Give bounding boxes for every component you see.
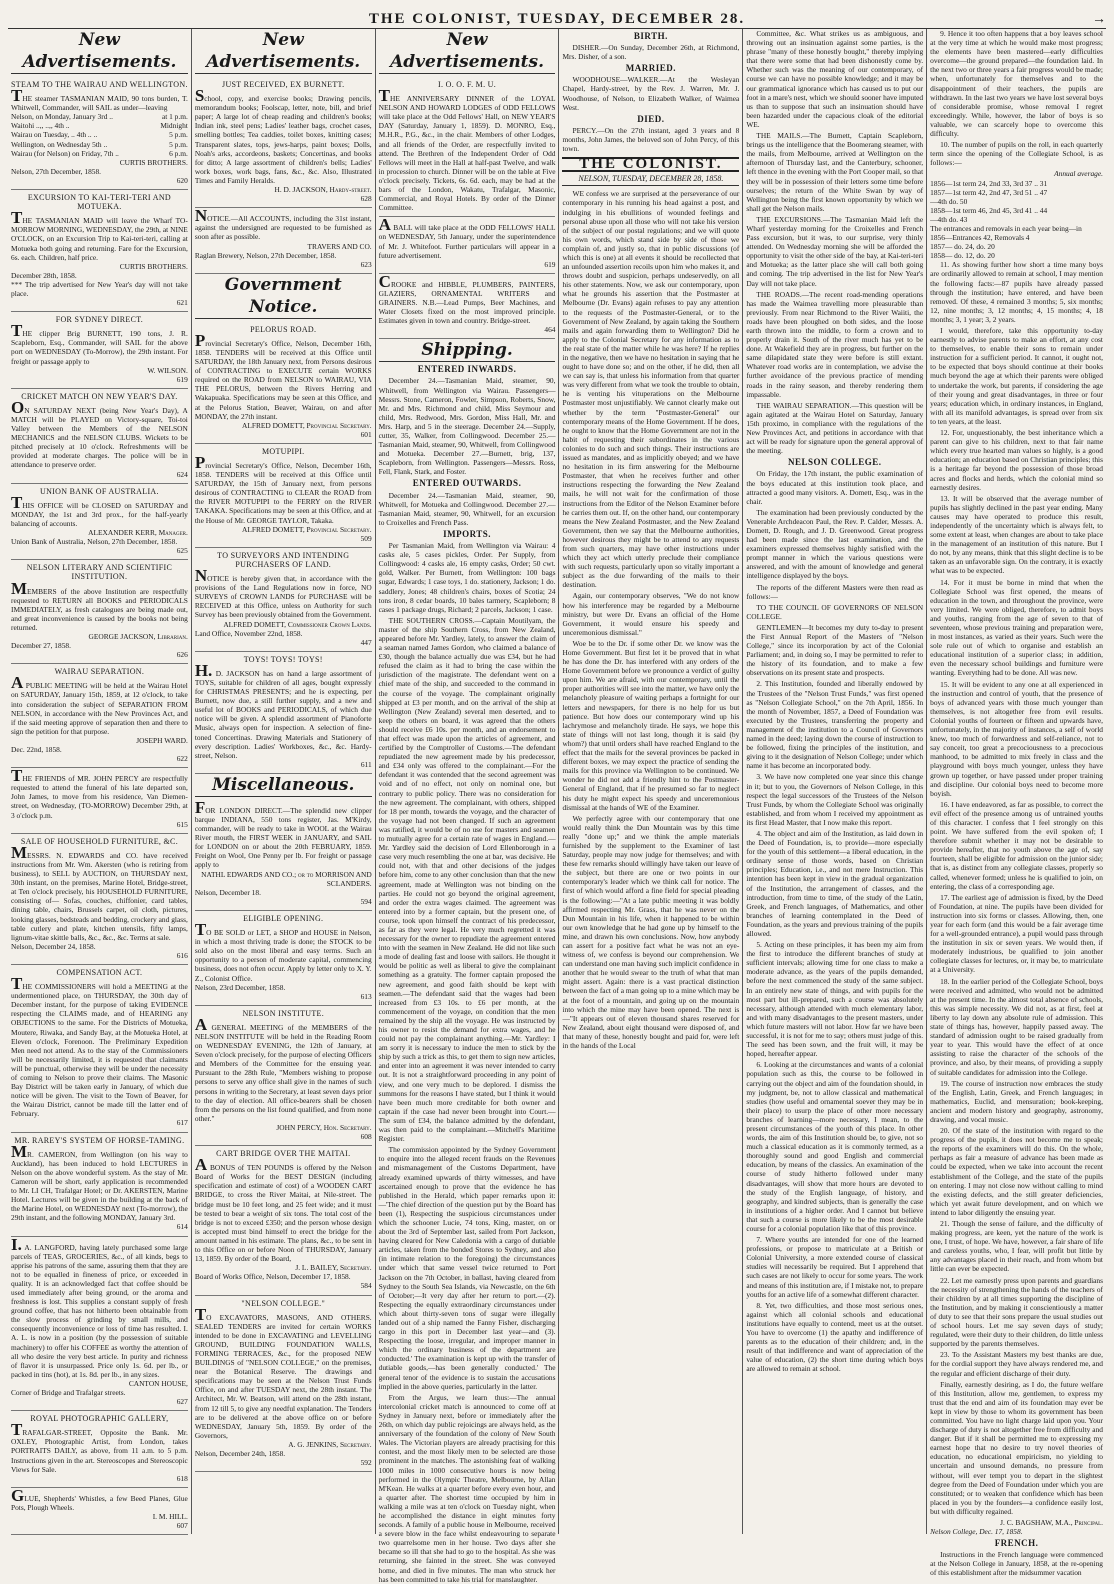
leader-continued [746, 29, 923, 455]
paragraph: THE MAILS.—The Burnett, Captain Scapleborn, brings us the intelligence that the Boomerang steamer, with the mails, from Melbourne, arrived at Wellington on the afternoon of Thursday last, and the Canterbury, schooner, left thence in the evening with the Port Cooper mail, so that they will be in possession of their letters some time before ourselves; the return of the White Swan by way of Wellington being the first known opportunity by which we shall get the Nelson mails. [746, 131, 924, 213]
dateline: NELSON, TUESDAY, DECEMBER 28, 1858. [562, 174, 739, 186]
stats-row: 1856—Entrances 42, Removals 4 [930, 233, 1030, 243]
ad-heading: PELORUS ROAD. [250, 324, 317, 334]
ad-number: 464 [544, 325, 556, 335]
schedule-row [11, 112, 188, 121]
ad-signature: W. WILSON. [147, 365, 188, 375]
report-paragraphs [930, 29, 1103, 167]
paragraph: 11. As showing further how short a time many boys are ordinarily allowed to remain at school, I may mention the following facts:—87 pupils have already passed through the institution; have entered, and have been removed. Of these, 4 remained 3 months; 5, six months; 12, nine months; 3, 12 months; 4, 15 months; 4, 18 months; 3, 1 year; 3, 2 years. [930, 260, 1103, 324]
ad-heading: STEAM TO THE WAIRAU AND WELLINGTON. [11, 80, 188, 89]
schedule-row [11, 121, 188, 130]
stats-row: 1857—1st term 42, 2nd 47, 3rd 51 .. 47 [930, 187, 1048, 197]
news-story: THE SOUTHERN CROSS.—Captain Moutilyam, the master of the ship Southern Cross, from New Zealand, appeared before Mr. Yardley, lately, to answer the claim of a seaman named James Gordon, who claimed a balance of £30, though the balance actually due was £34, but he had refused the claim as it had to bring the case within the jurisdiction of the magistrate. The defendant went on a chief mate of the ship, and succeeded to the command in the course of the voyage. The complainant originally shipped at £3 per month, and on the arrival of the ship at Wellington (New Zealand) several men deserted, and to keep the others on board, it was agreed that the others should receive £6 10s. per month, and an endorsement to that effect was made upon the articles of agreement, and certified by the Comptroller of Customs.—The defendant repudiated the new agreement made by his predecessor, and £34 only was offered to the complainant.—For the defendant it was contended that the second agreement was void and of no effect, not only on nominal one, but contrary to public policy. There was no consideration for the new agreement. The complainant, with others, shipped for 18 per month, towards the voyage, and the character of the voyage had not been changed. If such an agreement was ratified, it would be of no use for masters and seamen to mutually agree for a certain rate of wages in England.—Mr. Yardley said the decision of Lord Ellenborough in a case very much resembling the one at bar, was decisive. He could not, with that and other decisions of the judges before him, come to any other conclusion than that the new agreement, made at Wellington was not binding on the parties. He could not go beyond the original agreement, and order the extra wages claimed. The agreement was entered into by a former captain, but the present one, of course, took upon himself the contract of his predecessor, as far as they were legal. He very much regretted it was necessary for the owner to repudiate the agreement entered into with the seamen in New Zealand. He did not like such a mode of dealing fast and loose with sailors. He thought it would be politic as well as liberal to give the complainant something as a gratuity. The former captain proposed the new agreement, and good faith should be kept with seamen.—The defendant said that the wages had been increased from £3 10s. to £6 per month, at the commencement of the voyage, on condition that the men remained by the ship all the voyage. He was instructed by his owner to resist the demand for extra wages, and he could not pay the complainant anything.—Mr. Yardley: I am sorry it is necessary to induce the men to stick by the ship by such a trick as this, to get them to sign new articles, and enter into an agreement it was never intended to carry out. It is not a straightforward proceeding in any point of view, and one very much to be deplored. I dismiss the summons for the reasons I have stated, but I think it would have been much more creditable for both owner and captain if the case had never been brought into Court.—The sum of £34, the balance admitted by the defendant, was then paid to the complainant.—Mitchell's Maritime Register. [378, 615, 556, 1144]
advertisement [11, 389, 188, 484]
ad-body: MR. CAMERON, from Wellington (on his way to Auckland), has been induced to hold LECTURES in Nelson on the above wonderful system. As the stay of Mr. Cameron will be short, early application is recommended to Mr. LI CH, Trafalgar Hotel; or Dr. AKERSTEN, Marine Hotel. Lectures will be given in the building at the back of the Marine Hotel, on WEDNESDAY next (To-morrow), the 29th instant, and the following MONDAY, January 3rd. [11, 1141, 188, 1223]
schedule-time: 5 p.m. [169, 130, 188, 140]
ad-number: 616 [176, 950, 188, 960]
ad-number: 618 [176, 1473, 188, 1483]
advertisement [195, 208, 372, 274]
ad-heading: FOR SYDNEY DIRECT. [55, 315, 144, 325]
ad-date: Union Bank of Australia, Nelson, 27th December, 1858. [11, 537, 178, 547]
ad-body: Provincial Secretary's Office, Nelson, December 16th, 1858. TENDERS will be received at this Office until SATURDAY, the 18th January next, from Persons desirous of CONTRACTING to EXECUTE certain WORKS required on the ROAD from NELSON to WAIRAU, VIA THE PELORUS, between the Rivers Herring and Wakapuaka. Specifications may be seen at this Office, and at the Pelorus Station, Beaver, Wairau, on and after MONDAY, the 27th instant. [194, 330, 372, 421]
schedule-place: Wairau on Tuesday, .. 4th .. .. [11, 130, 98, 140]
ad-number: 613 [360, 991, 372, 1001]
ad-number: 584 [360, 1281, 372, 1291]
advertisement [195, 1006, 372, 1146]
ad-heading: NELSON INSTITUTE. [242, 1008, 325, 1018]
page-mark: → [1092, 12, 1106, 27]
ad-heading: ELIGIBLE OPENING. [243, 913, 324, 923]
ad-body: TO BE SOLD or LET, a SHOP and HOUSE in Nelson, in which a most thriving trade is done; the STOCK to be sold also on the most liberal and easy terms. Such an opportunity to a person of moderate capital, commencing business, does not often occur. Apply by letter only to X. Y. Z., Colonist Office. [194, 920, 372, 983]
ad-number: 619 [544, 259, 556, 269]
column-6 [927, 29, 1106, 1578]
stats-row: —4th do. 50 [930, 196, 968, 206]
ad-body: THE ANNIVERSARY DINNER of the LOYAL NELSON AND HOWARD LODGES of ODD FELLOWS will take place at the Odd Fellows' Hall, on NEW YEAR'S DAY (Saturday, January 1, 1859). D. MONRO, Esq., M.H.R., P.G., &c., in the chair. Members of other Lodges, and all friends of the Order, are respectfully invited to attend. The Brethren of the Independent Order of Odd Fellows will meet in the Hall at half-past Twelve, and walk in procession to church. Dinner will be on the table at Five o'clock precisely. Tickets, 6s. 6d. each, may be had at the bars of the London, Wakatu, Trafalgar, Masonic, Commercial, and Royal Hotels. By order of the Dinner Committee. [378, 86, 556, 213]
married-heading: MARRIED. [625, 63, 677, 74]
ad-heading: TOYS! TOYS! TOYS! [243, 654, 323, 664]
advertisement [195, 322, 372, 444]
paragraph: 20. Of the state of the institution with regard to the progress of the pupils, it does not become me to speak; the reports of the examiners will do this. On the whole, perhaps as fair a measure of advance has been made as could be expected, when we take into account the recent establishment of the College, and the state of the pupils on entering. I may not close now without calling to mind the existing defects, and the still greater deficiencies, which yet await future development, and on which we intend to labor diligently the ensuing year. [930, 1126, 1103, 1217]
schedule-row [11, 130, 188, 139]
column-2 [192, 29, 376, 1534]
imports-text: Per Tasmanian Maid, from Wellington via Wairau: 4 casks ale, 5 cases pickles, Order. Per Supply, from Collingwood: 4 casks ale, 16 empty casks, Order; 50 cwt. gold, Walker. Per Burnett, from Wellington: 100 bags sugar, Edwards; 1 case toys, 1 do. stationery, Jackson; 1 do. saddlery, Jones; 48 children's chairs, boxes of Scotia; 24 tons iron, 8 cedar boards, 10 bales tarmery, Scapleborn; 8 cases 1 package drugs, Richard; 2 parcels, Jackson; 1 case. [378, 541, 556, 614]
ad-signature: A. G. JENKINS, Secretary. [288, 1439, 372, 1449]
paragraph: Committee, &c. What strikes us as ambiguous, and throwing out an insinuation against some parties, is the phrase "many of these honestly bought," thereby implying that there were some that had been dishonestly come by. Whether such was the meaning of our contemporary, of course we can have no possible knowledge; and it may be our grammatical ignorance which has caused us to put our foot in a mare's nest, which we should sooner have imputed us than to suppose that such an insinuation should have been hazarded under the capacious cloak of the editorial WE. [746, 29, 924, 129]
ad-number: 628 [360, 194, 372, 204]
ad-note: *** The trip advertised for New Year's day will not take place. [11, 279, 188, 298]
ad-number: 625 [176, 546, 188, 556]
ad-number: 624 [176, 469, 188, 479]
ad-body: School, copy, and exercise books; Drawing pencils, memorandum books; Foolscap, letter, note, bill, and brief paper; A large lot of cheap reading and children's books; Indian ink, steel pens; Ladies' leather bags, crochet cases, smelling bottles; Tea caddies, toilet boxes, knitting cases; Transparent slates, tops, jews-harps, paint boxes; Dolls, Noah's arks, accordeons, baskets; Concertinas, and books for ditto; A large assortment of children's bells; Ladies' work boxes, work bags, fans, &c., &c. Also, Illustrated Times and Family Heralds. [194, 86, 372, 185]
advertisement [11, 77, 188, 190]
schedule [11, 112, 188, 157]
schedule-time: 5 p.m. [169, 139, 188, 149]
birth-heading: BIRTH. [633, 31, 668, 41]
ad-heading: I. O. O. F. M. U. [438, 80, 497, 89]
advertisement [11, 484, 188, 561]
ad-body: NOTICE.—All ACCOUNTS, including the 31st instant, against the undersigned are requested to be furnished as soon after as possible. [194, 206, 372, 242]
ad-date: Nelson, December 24th, 1858. [194, 1449, 286, 1458]
advertisement [195, 548, 372, 652]
advertisement [11, 312, 188, 389]
ad-body: GLUE, Shepherds' Whistles, a few Beed Planes, Glue Pots, Plough Wheels. [11, 1485, 188, 1512]
ad-body: THE steamer TASMANIAN MAID, 90 tons burden, T. Whitwell, Commander, will SAIL as under—leaving [11, 86, 188, 113]
paragraph: 2. This Institution, founded and liberally endowed by the Trustees of the "Nelson Trust Funds," was first opened as "Nelson Collegiate School," on the 7th April, 1856. In the month of November, 1857, a Deed of Foundation was executed by the Trustees, transferring the property and management of the institution to a Council of Governors named in the deed; laying down the course of instruction to be followed, fixing the principles of the institution, and giving to it the designation of Nelson College; under which name it has become an incorporated body. [746, 679, 924, 771]
advertisement [11, 1485, 188, 1535]
ad-body: A BONUS of TEN POUNDS is offered by the Nelson Board of Works for the BEST DESIGN (including specification and estimate of cost) of a WOODEN CART BRIDGE, to cross the River Maitai, at Nile-street. The bridge must be 10 feet long, and 25 feet wide; and it must be tested to bear a weight of six tons. The total cost of the bridge is not to exceed £350; and the person whose design is accepted must bind himself to erect the bridge for the amount named in his estimate. The plans, &c., to be sent in to this Office on or before Noon of THURSDAY, January 13, 1859. By order of the Board, [194, 1155, 372, 1264]
died-heading: DIED. [637, 113, 665, 124]
entered-inwards-heading: ENTERED INWARDS. [417, 364, 517, 375]
paragraph: 6. Looking at the circumstances and wants of a colonial population such as this, the course to be followed in carrying out the object and aim of the foundation should, in my judgment, be, not to allow classical and mathematical studies (how useful and ornamental soever they may be in their place) to usurp the place of other more necessary branches of learning—more necessary, I mean, to the present circumstances of the youth of this place. In other words, the aim of this Institution should be, to give, not so much a classical education as it is commonly termed, as a thoroughly sound and good English and commercial education, by means of the classics. An examination of the course of study hitherto followed under many disadvantages, will show that more hours are devoted to the study of the English language, of history, and geography, and kindred subjects, than is generally the case in institutions of a higher order. And I cannot but believe that such a course is more likely to be the most desirable course for a colonial population like that of this province. [746, 1060, 924, 1233]
ad-body: THIS OFFICE will be CLOSED on SATURDAY and MONDAY, the 1st and 3rd prox., for the half-yearly balancing of accounts. [11, 492, 188, 528]
advertisement [11, 768, 188, 834]
stats-row: 1857— do. 24, do. 20 [930, 242, 995, 252]
ad-number: 608 [360, 1132, 372, 1141]
paragraph: Woe be to the Dr. if some other Dr. we know was the Home Government. But first let it be proved that in what he has done the Dr. has interfered with any orders of the Home Government before we pronounce a verdict of guilty upon him. We are afraid, with our contemporary, until the proper authorities will see into the matter, we have only the melancholy pleasure of waiting perhaps a fortnight for our letters and newspapers, for there is no help for us but patience. But how does our contemporary wind up his lachrymose and melancholy tirade. He says, we hope this state of things will not last long, though it is said (by whom?) that until orders shall have reached England to the effect that the mails for the several provinces be packed in different boxes, we may expect the practice of sending the mails for this province via Wellington to be continued. We wonder he did not add a friendly hint to the Postmaster-General of England, that if he presumed so far to neglect his duty he might expect his speedy and unceremonious dismissal at the hands of WE of the Examiner. [562, 638, 740, 812]
birth-notice: DISHER.—On Sunday, December 26th, at Richmond, Mrs. Disher, of a son. [562, 43, 740, 62]
paragraph: 4. The object and aim of the Institution, as laid down in the Deed of Foundation, is, to provide—more especially for the youth of this settlement—a liberal education, in the ordinary sense of those words, based on Christian principles; Education, i.e., and not mere Instruction. This intention has been kept in view in the gradual organization of the Institution, the arrangement of classes, and the introduction, from time to time, of the study of the Latin, Greek, and French languages, of Mathematics, and other branches of learning contemplated in the Deed of Foundation, as the years and previous training of the pupils allowed. [746, 828, 924, 938]
schedule-place: Nelson, on Monday, January 3rd .. [11, 112, 113, 122]
ad-date: Nelson, 27th December, 1858. [11, 166, 102, 176]
ad-signature: H. D. JACKSON, Hardy-street. [274, 185, 372, 195]
ad-body: THE clipper Brig BURNETT, 190 tons, J. R. Scapleborn, Esq., Commander, will SAIL for the above port on WEDNESDAY (To-Morrow), the 29th instant. For freight or passage apply to [11, 321, 188, 366]
ad-heading: WAIRAU SEPARATION. [54, 667, 145, 677]
paragraph: 5. Acting on these principles, it has been my aim from the first to introduce the different branches of study at sufficient intervals; allowing time for one class to make a moderate advance, as the years of the pupils demanded, before the next commenced the study of the same subject. In an entirely new state of things, and with pupils for the most part but ill-prepared, such a course was absolutely necessary, although attended with much elementary labor, and with many disadvantages to the present masters, under which future masters will not labor. How far we have been successful, it is not for me to say; others must judge of this. The seed has been sown, and the fruit will, it may be hoped, hereafter appear. [746, 940, 924, 1059]
column-3 [376, 29, 560, 1584]
news-story: From the Argus, we learn thus:—The annual intercolonial cricket match is announced to come off at Sydney in January next, before or immediately after the 26th, on which day public rejoicings are always held, as the anniversary of the foundation of the colony of New South Wales. The Victorian players are already practising for this contest, and the most likely men to be selected are those prominent in the matches. The astonishing feat of walking 1000 miles in 1000 consecutive hours is now being performed in the Olympic Theatre, Melbourne, by Allan M'Kean. He walks at a quarter before every even hour, and a quarter after. The shortest time occupied by him in walking a mile was at ten o'clock on Tuesday night, when he accomplished the distance in eight minutes forty seconds. A family of a public house in Melbourne, received a severe blow in the face whilst endeavouring to separate two quarrelsome men in her house. Two days after she became so ill that she had to go to the hospital. As she was returning, she fainted in the street. She was conveyed home, and died in five minutes. The man who struck her has been committed to take his trial for manslaughter. [378, 1392, 556, 1584]
schedule-time: Midnight [160, 121, 188, 131]
paragraph: THE EXCURSIONS.—The Tasmanian Maid left the Wharf yesterday morning for the Croixelles and French Pass excursion, but it was, to our surprise, very thinly attended. On Wednesday morning she will be afforded the opportunity to visit the other side of the bay, at Kai-teri-teri and Motueka; as the latter place she will call both going and coming. The trip advertised in the list for New Year's Day will not take place. [746, 214, 924, 288]
schedule-place: Wairau (for Nelson) on Friday, 7th .. [11, 148, 119, 158]
ad-heading: NELSON LITERARY AND SCIENTIFIC INSTITUTION. [26, 563, 173, 582]
inwards-text: December 24.—Tasmanian Maid, steamer, 90, Whitwell, from Wellington via Wairau. Passengers—Messrs. Stone, Cameron, Fowler, Simpson, Roberts, Snow, Mr. and Mrs. Richmond and child, Miss Seymour and child, Mrs. Redwood, Mrs. Gordon, Miss Hall, Mr. and Mrs. Harp, and 5 in the steerage. December 24.—Supply, cutter, 35, Walker, from Collingwood. December 25.—Tasmanian Maid, steamer, 90, Whitwell, from Collingwood and Motueka. December 27.—Burnett, brig, 137, Scapleborn, from Wellington. Passengers—Messrs. Ross, Fell, Flank, Stark, and Foster. [378, 376, 556, 477]
ad-body: THE FRIENDS of MR. JOHN PERCY are respectfully requested to attend the funeral of his late departed son, John James, to move from his residence, Van Diemen-street, on Wednesday, (TO-MORROW) December 29th, at 3 o'clock p.m. [11, 766, 188, 820]
advertisement [379, 217, 556, 273]
french-text: Instructions in the French language were commenced at the Nelson College in January, 1858, at the re-opening of this establishment after the midsummer vacation [930, 1550, 1103, 1578]
paragraph: 10. The number of pupils on the roll, in each quarterly term since the opening of the Collegiate School, is as follows:— [930, 140, 1103, 168]
ad-heading: JUST RECEIVED, EX BURNETT. [222, 80, 345, 89]
entered-outwards-heading: ENTERED OUTWARDS. [412, 478, 522, 489]
gov-list [195, 322, 372, 774]
schedule-time: at 1 p.m. [161, 112, 188, 122]
ad-number: 601 [360, 429, 372, 439]
ad-body: MEMBERS of the above Institution are respectfully requested to RETURN all BOOKS and PERIODICALS IMMEDIATELY, as fresh catalogues are being made out, and great inconvenience is caused by the books not being returned. [11, 578, 188, 632]
ad-body: A BALL will take place at the ODD FELLOWS' HALL on WEDNESDAY, 5th January, under the superintendence of Mr. J. Whitefoot. Further particulars will appear in a future advertisement. [378, 215, 556, 260]
paragraph: 3. We have now completed one year since this change in it; but to you, the Governors of Nelson College, in this respect the legal successors of the Trustees of the Nelson Trust Funds, by whom the Collegiate School was originally established, and from whom I received my appointment as its first Head Master, that I now make this report. [746, 772, 924, 827]
died-notice: PERCY.—On the 27th instant, aged 3 years and 8 months, John James, the beloved son of John Percy, of this town. [562, 125, 740, 154]
advertisement [11, 1234, 188, 1412]
ad-body: THE COMMISSIONERS will hold a MEETING at the undermentioned place, on THURSDAY, the 30th day of December instant, for the purpose of taking EVIDENCE respecting the CLAIMS made, and of HEARING any OBJECTIONS to the same. For the Districts of Motueka, Moutere, Riwaka, and Sandy Bay, at the Motueka Hotel, at Eleven o'clock, Forenoon. The Preliminary Expedition Men need not attend. As to the stay of the Commissioners will be necessarily limited, it is requested that claimants will be punctual, otherwise they will be under the necessity of coming to Nelson to prove their claims. The Masonic Bay District will be taken early in January, of which due notice will be given. The visit to the Town of Beaver, for the Wairau District, cannot be made till the latter end of February. [11, 974, 188, 1119]
ad-heading: "NELSON COLLEGE." [241, 1298, 326, 1308]
paragraph: THE WAIRAU SEPARATION.—This question will be again agitated at the Wairau Hotel on Saturday, January 15th proximo, in compliance with the regulations of the New Provinces Act, and petitions in accordance with that act will be ready for signature upon the general approval of the meeting. [746, 400, 924, 456]
imports-heading: IMPORTS. [443, 528, 492, 539]
schedule-row [11, 140, 188, 149]
ad-body: CROOKE and HIBBLE, PLUMBERS, PAINTERS, GLAZIERS, ORNAMENTAL WRITERS and GRAINERS. N.B.—Lead Pumps, Beer Machines, and Water Closets fixed on the most improved principle. Estimates given in town and country. Bridge-street. [378, 271, 556, 326]
ad-date: Nelson, December 24, 1858. [11, 941, 96, 951]
ad-number: 509 [360, 533, 372, 543]
paragraph: 14. For it must be borne in mind that when the Collegiate School was first opened, the means of education in the town, and throughout the province, were very limited. We were obliged, therefore, to admit boys and youths, ranging from the age of seven to that of seventeen, whose previous training and preparation were, in most instances, as varied as their years. Such were the sole rule out of which to organise and establish an educational institution of a superior class; in addition, even the necessary school buildings and furniture were wanting. Everything had to be done. All was new. [930, 577, 1103, 678]
section-heading: Shipping. [379, 339, 556, 362]
ad-date: Nelson, 23rd December, 1858. [194, 982, 286, 992]
ad-signature: JOSEPH WARD. [136, 735, 188, 745]
principal-signature: J. C. BAGSHAW, M.A., Principal. [1000, 1518, 1103, 1527]
paragraph: 22. Let me earnestly press upon parents and guardians the necessity of strengthening the hands of the teachers of their children by at all times supporting the discipline of the Institution, and by making it conscientiously a matter of duty to see that their sons prepare the usual studies out of school hours. Let me say seven days of study; regulated, were their duty to their children, do little unless supported by the parents themselves. [930, 1275, 1103, 1349]
ad-signature: NATHL EDWARDS AND CO.; or to MORRISON AND SCLANDERS. [201, 869, 372, 888]
paragraph: 17. The earliest age of admission is fixed, by the Deed of Foundation, at nine. The pupils have been divided for instruction into six forms or classes. Allowing, then, one year for each form (and this would be a fair average time for a well-grounded entrance), a pupil would pass through the institution in six or seven years. We would then, if moderately industrious, be qualified to join another collegiate classes for lectures, or, it may be, to matriculate at a University. [930, 892, 1103, 975]
report-date: Nelson College, Dec. 17, 1858. [930, 1527, 1023, 1537]
advertisement [11, 834, 188, 965]
ad-number: 594 [360, 896, 372, 906]
report-paragraphs [930, 260, 1103, 1516]
ad-body: TRAFALGAR-STREET, Opposite the Bank. Mr. OXLEY, Photographic Artist, from London, takes PORTRAITS DAILY, as above, from 11 a.m. to 5 p.m. Instructions given in the art. Stereoscopes and Stereoscopic Views for Sale. [11, 1420, 188, 1474]
ad-body: I. A. LANGFORD, having lately purchased some large parcels of TEAS, GROCERIES, &c., of all kinds, begs to apprise his patrons of the same, assuring them that they are not to be equalled in fineness of price, or exceeded in quality. It is an acknowledged fact that coffee should be used immediately after being ground, or the aroma and freshness is lost. This supplies a constant supply of fresh ground coffee, that has not hitherto been obtainable from the slow process of grinding by small mills, and consequently inconvenience or loss of time has resulted. I. A. L. is now in a position (by the possession of suitable machinery) to offer his COFFEE as worthy the attention of all who desire the very best article. In purity and richness of flavor it is unsurpassed. Price only 1s. 6d. per lb., or packed in tins (hot), at 1s. 8d. per lb., in any sizes. [11, 1234, 188, 1379]
ad-signature: ALEXANDER KERR, Manager. [88, 528, 188, 538]
ad-number: 621 [176, 298, 188, 308]
ad-signature: CURTIS BROTHERS. [119, 157, 188, 167]
columns [8, 29, 1106, 1584]
ads-list [11, 77, 188, 1535]
section-heading: New Advertisements. [11, 29, 188, 74]
paragraph: 13. It will be observed that the average number of pupils has slightly declined in the past year ending. Many causes may have operated to produce this result, independently of the uncertainty which is always felt, to some extent at least, when changes are about to take place in the management of an institution of this nature. But I do not, by any means, think that this slight decline is to be taken as an unfavorable sign. On the contrary, it is exactly what was to be expected. [930, 493, 1103, 576]
stats-row: 1858— do. 12, do. 20 [930, 251, 995, 261]
ad-number: 614 [176, 1222, 188, 1232]
ad-date: Dec. 22nd, 1858. [11, 745, 62, 754]
college-heading: NELSON COLLEGE. [787, 457, 882, 468]
ad-date: December 27, 1858. [11, 641, 71, 651]
paragraph: We perfectly agree with our contemporary that one would really think the Dun Mountain was by this time really "done up;" and we think the ample materials furnished by the supplement to the Examiner of last Saturday, people may now judge for themselves; and with these few remarks should willingly have taken our leave of the subject, but there are one or two points in our contemporary's leader which we think call for notice. The first of which would afford a fine field for special pleading is the following:—"At a late public meeting it was boldly affirmed respecting Mr. Grass, that he was never on the Dun Mountain in his life, when it happened to be within our own knowledge that he had gone up by himself to the mine, and drawn his own conclusions. Now, how anybody can assert for a positive fact what he was not an eye-witness of, we confess is beyond our comprehension. We can understand one man having such implicit confidence in another that he would swear to the truth of what that man might assert. Again: there is a vast practical distinction between the fact of a man going up to a mine which may be at the foot of a mountain, and going up on the mountain into which the mine may have been opened. The next is—"It appears out of eleven thousand shares reserved for New Zealand, about eight thousand were disposed of, and that many of these, honestly bought and paid for, were left in the hands of the Local [562, 813, 740, 1051]
paragraph: 7. Where youths are intended for one of the learned professions, or propose to matriculate at a British or Colonial University, a more extended course of classical studies will necessarily be required. But I apprehend that such cases are not likely to occur for some years. The work and means of this institution are, if I mistake not, to prepare youths for an active life of a somewhat different character. [746, 1235, 924, 1299]
ad-date: Land Office, November 22nd, 1858. [194, 628, 303, 638]
ad-signature: CANTON HOUSE, [128, 1378, 188, 1388]
advertisement [194, 797, 372, 911]
ad-number: 615 [176, 819, 188, 829]
paragraph: 18. In the earlier period of the Collegiate School, boys were received and admitted, who would not be admitted at the present time. In the almost total absence of schools, this was simple necessity. We did not, as at first, feel at liberty to lay down any absolute rule of admission. This state of things has, however, happily passed away. The standard of admission ought to be raised gradually from year to year. This would have the effect of at once assisting to raise the character of the schools of the province, and also, by their means, of providing a supply of suitable candidates for admission into the College. [930, 976, 1103, 1077]
ad-signature: ALFRED DOMETT, Provincial Secretary. [242, 420, 372, 430]
news-story: The commission appointed by the Sydney Government to enquire into the alleged recent frauds on the Revenues and mismanagement of the Customs Department, have already examined upwards of thirty witnesses, and have ascertained enough to prove that the evidence he has published in the Herald, which paper remarks upon it:—'The chief direction of the question put by the Board has been (1), Respecting the suspicious circumstances under which the schooner Lucie, 74 tons, King, master, on or about the 3rd of September last, sailed from Port Jackson, having cleared for New Caledonia with a cargo of dutiable articles, taken from the bonded Stores to Sydney, and also (in intimate relation to the foregoing) the circumstances under which that same vessel twice returned to Port Jackson on the 7th October, in ballast, having cleared from Sydney to the South Sea Islands, via Newcastle, on the 6th of October;—It very day after her return to port.—(2). Respecting the equally extraordinary circumstances under which about thirty-seven tons of sugar were illegally landed out of a ship named the Fanny Fisher, discharging cargo in this port in December last year—and (3). Respecting the loose, irregular, and improper manner in which the ordinary business of the department are conducted.' The examination is kept up with the transfer of dutiable goods,—has been generally conducted.' The general tenor of the evidence is to sustain the accusations implied in the above queries, particularly in the latter. [378, 1145, 556, 1391]
ad-body: NOTICE is hereby given that, in accordance with the provisions of the Land Regulations now in force, NO SURVEYS of CROWN LANDS for PURCHASE will be RECEIVED at this Office, unless on Authority for such Survey has been previously obtained from the Government. [194, 566, 372, 620]
ad-body: THE TASMANIAN MAID will leave the Wharf TO-MORROW MORNING, WEDNESDAY, the 29th, at NINE O'CLOCK, on an Excursion Trip to Kai-teri-teri, calling at Motueka both going and returning. Fare for the Excursion, 6s. each. Children, half price. [11, 208, 188, 262]
ad-body: A GENERAL MEETING of the MEMBERS of the NELSON INSTITUTE will be held in the Reading Room on WEDNESDAY EVENING, the 12th of January, at Seven o'clock precisely, for the purpose of electing Officers and Members of the Committee for the ensuing year. Pursuant to the 28th Rule, "Members wishing to propose persons to serve any office shall give in the names of such persons in writing to the Secretary, at least seven days prior to the day of election. All office-bearers shall be chosen from the persons on the list found qualified, and from none other." [194, 1014, 372, 1123]
paragraph: THE ROADS.—The recent road-mending operations has made the Waimea travelling more pleasurable than previously. From near Richmond to the River Waiiti, the roads have been ploughed on both sides, and the loose earth thrown into the middle, to form a crown and to properly drain it. South of the river much has yet to be done. At Wakefield they are in progress, but further on the same dilapidated state they were before is still extant. Whatever road works are in contemplation, we advise the further avoidance of the previous practice of mending roads in the rainy season, and thereby rendering them impassable. [746, 289, 924, 399]
ad-body: MESSRS. N. EDWARDS and CO. have received instructions from Mr. Wm. Akersten (who is retiring from business), to SELL by AUCTION, on THURSDAY next, 30th instant, on the premises, Marine Hotel, Bridge-street, at Ten o'clock precisely, his HOUSEHOLD FURNITURE, consisting of— Sofas, couches, chiffonier, card tables, dining table, chairs, Brussels carpet, oil cloth, pictures, looking glasses, bedsteads and bedding, crockery and glass, table cutlery and plate, kitchen utensils, fifty lamps, lignum-vitae skittle balls, &c., &c., &c. Terms at sale. [11, 842, 188, 942]
ad-date: Board of Works Office, Nelson, December 17, 1858. [194, 1272, 351, 1282]
ad-signature: ALFRED DOMETT, Commissioner Crown Lands. [223, 619, 372, 629]
paragraph: 21. Though the sense of failure, and the difficulty of making progress, are keen, yet the nature of the work is one, I trust, of hope. We have, however, a fair share of life and careless youths, who, I fear, will profit but little by any advantages placed in their reach, and from whom but little can ever be expected. [930, 1219, 1103, 1274]
advertisement [195, 77, 372, 208]
advertisement [11, 664, 188, 768]
advertisement [11, 190, 188, 312]
advertisement [379, 77, 556, 217]
paragraph: Again, our contemporary observes, "We do not know how his interference may be regarded by a Melbourne ministry, but were Dr. Evans an official of the Home Government, it would ensure his speedy and unceremonious dismissal." [562, 591, 740, 637]
schedule-time: 6 p.m. [169, 148, 188, 158]
advertisement [195, 444, 372, 548]
advertisement [195, 652, 372, 774]
french-heading: FRENCH. [994, 1538, 1039, 1549]
section-heading: New Advertisements. [379, 29, 556, 74]
ad-body: TO EXCAVATORS, MASONS, AND OTHERS. SEALED TENDERS are invited for certain WORKS intended to be done in EXCAVATING and LEVELLING GROUND, BUILDING FOUNDATION WALLS, FORMING TERRACES, &c., for the proposed NEW BUILDINGS of "NELSON COLLEGE," on the premises, near the Botanical Reserve. The drawings and specifications may be seen at the Nelson Trust Funds Office, on and after TUESDAY next, the 28th instant. The Architect, Mr. W. Beatson, will attend on the 28th instant, from 12 till 5, to give any needful explanation. The Tenders are to be delivered at the above office on or before WEDNESDAY, January 5th, 1859. By order of the Governors, [194, 1304, 372, 1440]
ad-signature: I. M. HILL. [152, 1512, 188, 1522]
ad-heading: ROYAL PHOTOGRAPHIC GALLERY, [30, 1414, 169, 1424]
paragraph: GENTLEMEN—It becomes my duty to-day to present the First Annual Report of the Masters of "Nelson College," since its incorporation by act of the Colonial Parliament; and, in doing so, I may be permitted to refer to the history of its foundation, and to make a few observations on its present state and prospects. [746, 622, 924, 678]
ad-date: Raglan Brewery, Nelson, 27th December, 1858. [194, 250, 337, 260]
stats-row: —4th do. 43 [930, 214, 968, 224]
ad-signature: JOHN PERCY, Hon. Secretary. [276, 1122, 372, 1132]
advertisement [195, 911, 372, 1006]
paragraph: The examination had been previously conducted by the Venerable Archdeacon Paul, the Rev. P. Calder, Messrs. A. Domett, D. Rough, and J. D. Greenwood. Great progress had been made since the last examination, and the examiners expressed themselves highly satisfied with the prompt manner in which the various questions were answered, and with the amount of knowledge and general intelligence displayed by the boys. [746, 507, 924, 581]
schedule-row [11, 149, 188, 158]
section-heading: New Advertisements. [195, 29, 372, 74]
married-notice: WOODHOUSE—WALKER.—At the Wesleyan Chapel, Hardy-street, by the Rev. J. Warren, Mr. J. Woodhouse, of Nelson, to Elizabeth Walker, of Waimea West. [562, 75, 740, 112]
ad-signature: CURTIS BROTHERS. [119, 261, 188, 271]
paragraph: 15. It will be evident to any one at all experienced in the instruction and control of youth, that the presence of boys of advanced years with those much younger than themselves, is not altogether free from evil results. Colonial youths of fourteen or fifteen and upwards have, unfortunately, in the majority of instances, a self of world knew, too much of forwardness and self-reliance, not to say conceit, too great a precociousness to a precocious manhood, to be admitted to mix freely in class and the playground with boys much younger, unless they have grown up together, or have passed under proper training and discipline. Our colonial boys need to become more boyish. [930, 679, 1103, 798]
paragraph: WE confess we are surprised at the perseverance of our contemporary in his running his head against a post, and indulging in his ebullitions of wounded feelings and personal abuse upon all those who will not take his version of the subject of our postal regulations; and we will quote his own words, which stand side by side of those we complain of, and justly so, that in public discussions (of which this is one) at all events it should be recollected that an unfounded assertion recoils upon him who makes it, and throws doubt and suspicion, perhaps undeservedly, on all his other statements. Now, we ask our contemporary, upon what he grounds his assertion that the Postmaster at Melbourne (Dr. Evans) again refuses to pay any attention to the requests of the Postmaster-General, or to the Government of New Zealand, by again taking the Southern mails and again forwarding them to Wellington? Did he apply to the Colonial Secretary for any information as to the real state of the matter while he was here? If he replies in the negative, then we have no hesitation in saying that he ought to have done so; and on the other, if he did, then all we can say is, that unless his information from that quarter was very different from what we took the trouble to obtain, he is venting his vituperations on the Melbourne Postmaster most unjustifiably. We cannot clearly make out whether by the term "Postmaster-General" our contemporary means of the Home Government. If he does, he ought to know that the Home Government are not in the habit of requesting their subordinates in the various colonies to do such and such things. Their instructions are issued as mandates, and as implicitly obeyed; and we have no hesitation in its firm answering for the Melbourne Postmaster, that when he receives further and other instructions respecting the forwarding the New Zealand mails, he will not wait for the confirmation of those instructions from the Editor of the Nelson Examiner before he carries them out. If, on the other hand, our contemporary means the New Zealand Postmaster, and the New Zealand Government, then we say that the Melbourne authorities, however desirous they might be to attend to any requests from such quarters, may have other instructions under which they act which utterly preclude their compliance with such requests, particularly upon so vitally important a subject as the due forwarding of the mails to their destination. [562, 189, 740, 590]
ad-heading: COMPENSATION ACT. [56, 967, 143, 977]
section-heading: Government Notice. [195, 274, 372, 319]
paragraph: 19. The course of instruction now embraces the study of the English, Latin, Greek, and French languages; in mathematics, Euclid, and mensuration; book-keeping, ancient and modern history and geography, astronomy, drawing, and vocal music. [930, 1078, 1103, 1124]
section-heading: Miscellaneous. [195, 774, 372, 797]
stats-row: The entrances and removals in each year being—in [930, 223, 1082, 233]
average-heading: Annual average. [1054, 169, 1103, 179]
paragraph: 23. To the Assistant Masters my best thanks are due, for the cordial support they have always rendered me, and the regular and efficient discharge of their duty. [930, 1350, 1103, 1378]
advertisement [11, 560, 188, 664]
ad-heading: EXCURSION TO KAI-TERI-TERI AND MOTUEKA. [27, 193, 171, 212]
ad-number: 620 [176, 175, 188, 185]
ad-number: 622 [176, 754, 188, 764]
ad-number: 623 [360, 259, 372, 269]
ad-heading: CRICKET MATCH ON NEW YEAR'S DAY. [21, 391, 178, 401]
advertisement [11, 1133, 188, 1237]
column-5 [743, 29, 927, 1534]
paragraph: 12. For, unquestionably, the best inheritance which a parent can give to his children, next to that fair name which every true hearted man values so highly, is a good education; an education based on Christian principles; this is a heritage far beyond the possession of those broad acres and flocks and herds, which the colonial mind so earnestly desires. [930, 428, 1103, 492]
ad-heading: MOTUPIPI. [262, 446, 305, 456]
column-1 [8, 29, 192, 1534]
ad-date: Corner of Bridge and Trafalgar streets. [11, 1388, 126, 1397]
stats-row: 1856—1st term 24, 2nd 33, 3rd 37 .. 31 [930, 178, 1048, 188]
ad-number: 447 [360, 637, 372, 647]
ad-number: 627 [176, 1397, 188, 1407]
advertisement [195, 1146, 372, 1295]
ad-number: 617 [176, 1118, 188, 1128]
ads-list [195, 77, 372, 274]
ad-signature: TRAVERS AND CO. [307, 241, 372, 251]
ad-heading: UNION BANK OF AUSTRALIA. [40, 486, 159, 496]
ad-body: H. D. JACKSON has on hand a large assortment of TOYS, suitable for children of all ages, bought expressly for CHRISTMAS PRESENTS; and he is expecting, per Burnett, now due, a still further supply, and a new and useful lot of BOOKS and PERIODICALS, of which due notice will be given. A splendid assortment of Pianoforte Music, always open for inspection. A selection of fine-toned Concertinas. Drawing Materials and Stationery of every description. Ladies' Workboxes, &c., &c. Hardy-street, Nelson. [194, 660, 372, 760]
ad-body: FOR LONDON DIRECT.—The splendid new clipper barque INDIANA, 550 tons register, Jas. M'Kirdy, commander, will be ready to take in WOOL at the Wairau River mouth, the FIRST WEEK in JANUARY, and SAIL for LONDON on or about the 20th FEBRUARY, 1859. Freight on Wool, One Penny per lb. For freight or passage apply to [194, 797, 372, 870]
advertisement [11, 965, 188, 1133]
ads-list [379, 77, 556, 339]
masthead [8, 6, 1106, 29]
ad-number: 592 [360, 1458, 372, 1468]
paragraph: 9. Hence it too often happens that a boy leaves school at the very time at which he would make most progress; the elements have been mastered—early difficulties overcome—the ground prepared—the foundation laid. In the next two or three years a fair progress would be made; when, unfortunately for themselves and to the disappointment of their teachers, the pupils are withdrawn. In the last two years we have lost several boys of considerable promise, whose removal I regret exceedingly. While, however, the labor of boys is so valuable, we can scarcely hope to overcome this difficulty. [930, 29, 1103, 139]
ad-body: A PUBLIC MEETING will be held at the Wairau Hotel on SATURDAY, January 15th, 1859, at 12 o'clock, to take into consideration the subject of SEPARATION FROM NELSON, in accordance with the New Provinces Act, and if the said meeting approve of separation then and there to sign the petition for that purpose. [11, 673, 188, 736]
outwards-text: December 24.—Tasmanian Maid, steamer, 90, Whitwell, for Motueka and Collingwood. December 27.—Tasmanian Maid, steamer, 90, Whitwell, for an excursion to Croixelles and French Pass. [378, 490, 556, 527]
ad-body: ON SATURDAY NEXT (being New Year's Day), A MATCH will be PLAYED on Victory-square, Toi-toi Valley between the Members of the NELSON MECHANICS and the NELSON CLUBS. Wickets to be pitched precisely at 10 o'clock. Refreshments will be provided at moderate charges. The police will be in attendance to preserve order. [11, 397, 188, 470]
advertisement [378, 271, 556, 340]
paragraph: Finally, earnestly desiring, as I do, the future welfare of this Institution, allow me, gentlemen, to express my trust that the end and aim of its foundation may ever be kept in view by those to whom its government has been committed. You have no light charge laid upon you. Your discharge of duty is not altogether free from difficulty and danger. But if it shall be permitted me to expressing my earnest hope that no desire to try novel theories of education, no educational empiricism, no yielding to uncertain and unsound demands, no pressure from without, will ever tempt you to depart in the slightest degree from the Deed of Foundation under which you are constituted; or to weaken that confidence which has been placed in you by the founders—a confidence easily lost, but with difficulty regained. [930, 1379, 1103, 1516]
paragraph: On Friday, the 17th instant, the public examination of the boys educated at this institution took place, and attracted a good many visitors. A. Domett, Esq., was in the chair. [746, 469, 924, 506]
paragraph: 8. Yet, two difficulties, and those most serious ones, against which all colonial schools and educational institutions have equally to contend, meet us at the outset. You have to overcome (1) the apathy and indifference of parents as to the education of their children; and, in the result of that indifference and want of appreciation of the value of education, (2) the short time during which boys are allowed to remain at school. [746, 1300, 924, 1374]
paper-title: THE COLONIST. [562, 157, 739, 172]
ad-signature: GEORGE JACKSON, Librarian. [88, 631, 188, 641]
enrolment-stats [930, 179, 1103, 261]
column-4 [559, 29, 743, 1534]
ad-number: 611 [360, 759, 372, 769]
ad-heading: TO SURVEYORS AND INTENDING PURCHASERS OF LAND. [217, 550, 350, 569]
paragraph: 16. I have endeavored, as far as possible, to correct the evil effect of the presence among us of untrained youths of this character. I confess that I feel strongly on this point. We have suffered from the evil spoken of; I therefore submit whether it may not be desirable to provide hereafter, that no youth above the age of, say fourteen, shall be eligible for admission on the junior side; that is, as distinct from any collegiate classes, properly so called, whenever formed; unless he is qualified to join, on entering, the class of a corresponding age. [930, 799, 1103, 891]
ad-number: 607 [176, 1521, 188, 1531]
leader-article [562, 189, 739, 1050]
college-report [746, 469, 923, 1373]
schedule-place: Wellington, on Wednesday 5th .. [11, 139, 108, 149]
schedule-place: Waitohi ..,, ..,, 4th .. [11, 121, 70, 131]
ad-date: December 28th, 1858. [11, 270, 77, 280]
ad-date: Nelson, December 18. [194, 887, 261, 897]
advertisement [11, 1411, 188, 1488]
ad-body: Provincial Secretary's Office, Nelson, December 16th, 1858. TENDERS will be received at this Office until SATURDAY, the 15th of January next, from persons desirous of CONTRACTING to CLEAR the ROAD from the RIVER MOTUPIPI to the FERRY on the RIVER TAKAKA. Specifications may be seen at this Office, and at the House of Mr. GEORGE TAYLOR, Takaka. [194, 453, 372, 525]
masthead-title: THE COLONIST, TUESDAY, DECEMBER 28. [368, 11, 746, 27]
misc-list [194, 797, 372, 1472]
ad-signature: ALFRED DOMETT, Provincial Secretary. [242, 524, 372, 534]
paragraph: TO THE COUNCIL OF GOVERNORS OF NELSON COLLEGE. [746, 602, 924, 621]
ad-heading: MR. RAREY'S SYSTEM OF HORSE-TAMING. [14, 1135, 185, 1145]
ad-number: 626 [176, 650, 188, 660]
ad-number: 619 [176, 374, 188, 384]
advertisement [195, 1296, 372, 1473]
stats-row: 1858—1st term 46, 2nd 45, 3rd 41 .. 44 [930, 205, 1048, 215]
ad-heading: CART BRIDGE OVER THE MAITAI. [216, 1149, 351, 1159]
ad-signature: J. L. BAILEY, Secretary. [295, 1263, 372, 1273]
paragraph: The reports of the different Masters were then read as follows:— [746, 582, 924, 601]
paragraph: I would, therefore, take this opportunity to-day earnestly to advise parents to make an effort, at any cost to themselves, to enable their sons to remain under instruction for a sufficient period. It cannot, it ought not, to be expected that boys should continue at their books much beyond the age at which their parents were obliged to undertake the work, but parents, if considering the age of their young and great disadvantages, in three or four years; education which, in ordinary instances, in England, with all its manifold advantages, is spread over from six to ten years, at the least. [930, 326, 1103, 426]
ad-heading: SALE OF HOUSEHOLD FURNITURE, &C. [20, 836, 178, 846]
